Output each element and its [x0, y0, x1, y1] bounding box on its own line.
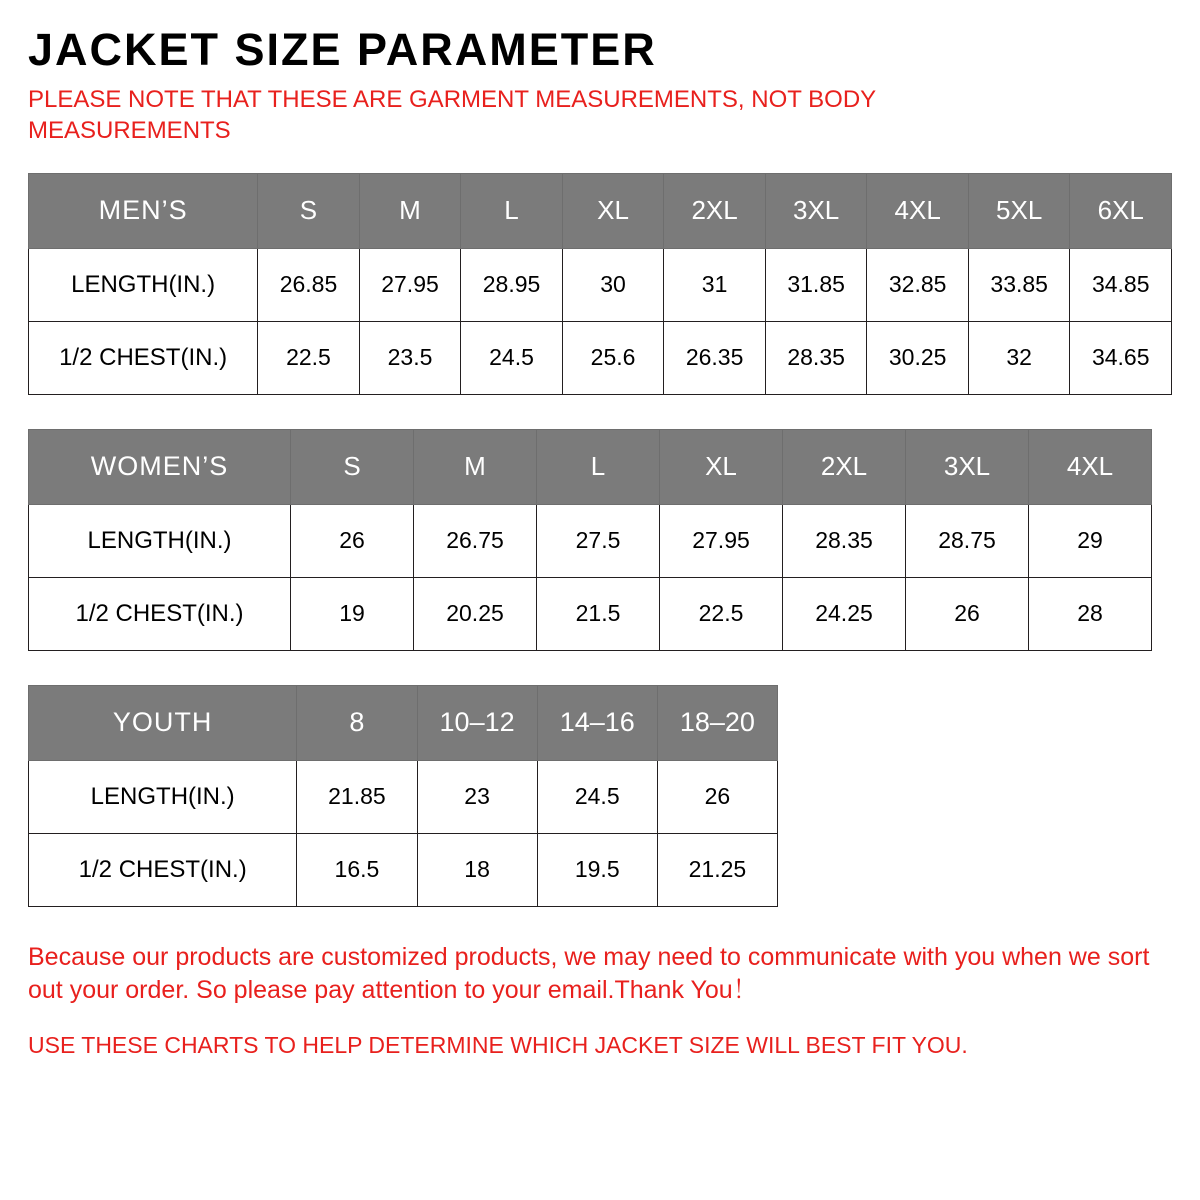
- cell: 26: [657, 760, 777, 833]
- youth-table-label: YOUTH: [29, 685, 297, 760]
- cell: 20.25: [414, 577, 537, 650]
- cell: 22.5: [258, 321, 360, 394]
- cell: 32: [968, 321, 1070, 394]
- cell: 16.5: [297, 833, 417, 906]
- youth-size-table: [28, 685, 778, 907]
- column-header: 3XL: [906, 429, 1029, 504]
- cell: 23: [417, 760, 537, 833]
- cell: 28.35: [783, 504, 906, 577]
- column-header: S: [258, 173, 360, 248]
- mens-size-table: [28, 173, 1172, 395]
- cell: 32.85: [867, 248, 969, 321]
- womens-table-label: WOMEN’S: [29, 429, 291, 504]
- table-row: [29, 577, 1152, 650]
- measurement-note: PLEASE NOTE THAT THESE ARE GARMENT MEASUREMENTS, NOT BODY MEASUREMENTS: [28, 86, 876, 144]
- cell: 27.95: [660, 504, 783, 577]
- cell: 27.5: [537, 504, 660, 577]
- cell: 19: [291, 577, 414, 650]
- table-header-row: [29, 173, 1172, 248]
- table-header-row: [29, 685, 778, 760]
- table-row: [29, 504, 1152, 577]
- cell: 29: [1029, 504, 1152, 577]
- row-label: 1/2 CHEST(IN.): [29, 321, 258, 394]
- cell: 26.75: [414, 504, 537, 577]
- cell: 24.5: [461, 321, 563, 394]
- cell: 28.35: [765, 321, 867, 394]
- column-header: 14–16: [537, 685, 657, 760]
- column-header: M: [414, 429, 537, 504]
- cell: 26.35: [664, 321, 766, 394]
- column-header: M: [359, 173, 461, 248]
- column-header: 4XL: [867, 173, 969, 248]
- cell: 26.85: [258, 248, 360, 321]
- mens-table-label: MEN’S: [29, 173, 258, 248]
- column-header: L: [537, 429, 660, 504]
- cell: 21.5: [537, 577, 660, 650]
- cell: 33.85: [968, 248, 1070, 321]
- column-header: XL: [660, 429, 783, 504]
- cell: 30.25: [867, 321, 969, 394]
- cell: 21.85: [297, 760, 417, 833]
- cell: 23.5: [359, 321, 461, 394]
- cell: 30: [562, 248, 664, 321]
- cell: 34.85: [1070, 248, 1172, 321]
- cell: 24.25: [783, 577, 906, 650]
- column-header: S: [291, 429, 414, 504]
- row-label: LENGTH(IN.): [29, 504, 291, 577]
- cell: 27.95: [359, 248, 461, 321]
- cell: 18: [417, 833, 537, 906]
- column-header: 2XL: [664, 173, 766, 248]
- column-header: 5XL: [968, 173, 1070, 248]
- cell: 34.65: [1070, 321, 1172, 394]
- column-header: 4XL: [1029, 429, 1152, 504]
- column-header: XL: [562, 173, 664, 248]
- column-header: 6XL: [1070, 173, 1172, 248]
- cell: 22.5: [660, 577, 783, 650]
- row-label: LENGTH(IN.): [29, 248, 258, 321]
- column-header: 10–12: [417, 685, 537, 760]
- cell: 31: [664, 248, 766, 321]
- table-header-row: [29, 429, 1152, 504]
- cell: 26: [291, 504, 414, 577]
- row-label: 1/2 CHEST(IN.): [29, 577, 291, 650]
- page-title: JACKET SIZE PARAMETER: [28, 24, 657, 75]
- chart-usage-note: USE THESE CHARTS TO HELP DETERMINE WHICH JACKET SIZE WILL BEST FIT YOU.: [28, 1032, 968, 1059]
- table-row: [29, 833, 778, 906]
- cell: 31.85: [765, 248, 867, 321]
- column-header: 3XL: [765, 173, 867, 248]
- womens-size-table: [28, 429, 1152, 651]
- cell: 21.25: [657, 833, 777, 906]
- row-label: LENGTH(IN.): [29, 760, 297, 833]
- cell: 28: [1029, 577, 1152, 650]
- table-row: [29, 760, 778, 833]
- table-row: [29, 248, 1172, 321]
- cell: 25.6: [562, 321, 664, 394]
- cell: 24.5: [537, 760, 657, 833]
- row-label: 1/2 CHEST(IN.): [29, 833, 297, 906]
- cell: 28.75: [906, 504, 1029, 577]
- cell: 26: [906, 577, 1029, 650]
- column-header: 8: [297, 685, 417, 760]
- customization-note: Because our products are customized products, we may need to communicate with you when we sort out your order. So please pay attention to your email.Thank You！: [28, 942, 1150, 1005]
- cell: 28.95: [461, 248, 563, 321]
- column-header: 2XL: [783, 429, 906, 504]
- column-header: 18–20: [657, 685, 777, 760]
- cell: 19.5: [537, 833, 657, 906]
- column-header: L: [461, 173, 563, 248]
- footer-notes: [28, 941, 1172, 1062]
- table-row: [29, 321, 1172, 394]
